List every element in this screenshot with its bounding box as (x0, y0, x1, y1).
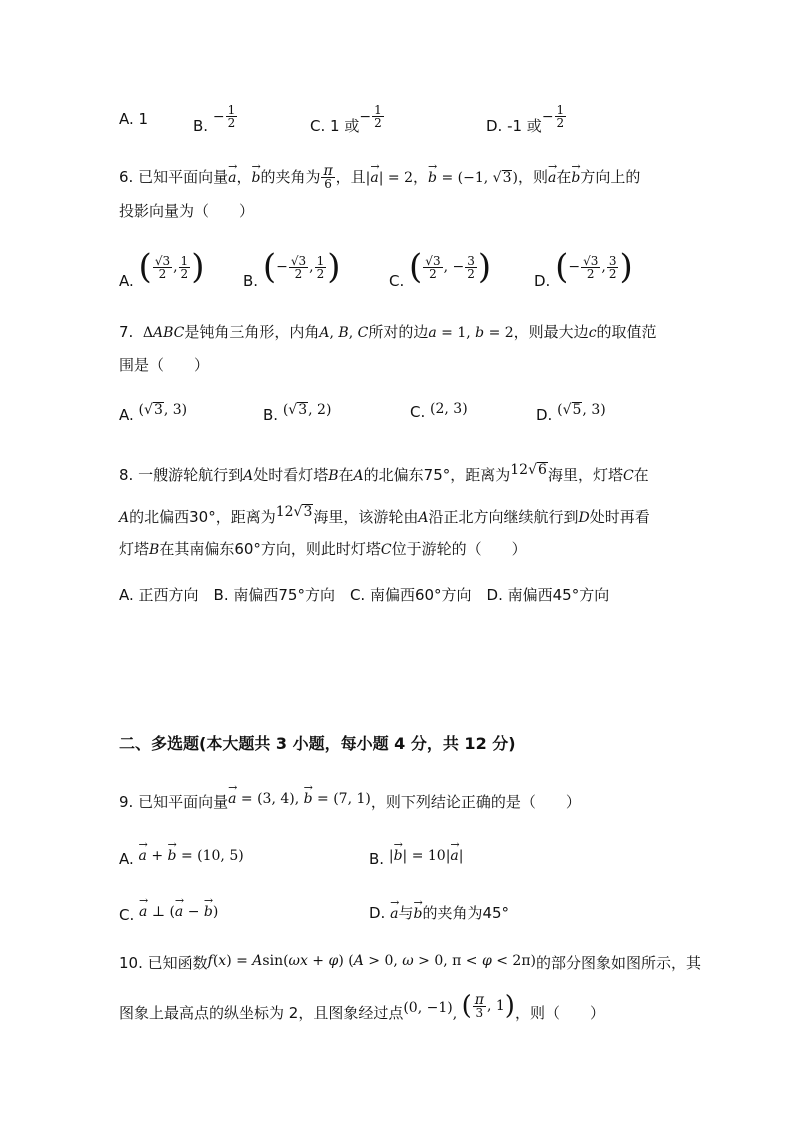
q9-d-text2: 的夹角为45° (422, 904, 510, 922)
q10-suffix: 的部分图象如图所示，其 (535, 954, 701, 972)
q9-option-c: C. → a ⊥ (→ a − → b) (119, 905, 218, 926)
q8-line1: 8. 一艘游轮航行到A处时看灯塔B在A的北偏东75°，距离为12√6海里，灯塔C在 (119, 462, 649, 484)
q8-l1-a: 8. 一艘游轮航行到 (119, 466, 244, 484)
q6-line2-text: 投影向量为（ ） (119, 202, 255, 220)
q6-option-c-label: C. (389, 272, 405, 290)
q5-option-a (119, 109, 148, 129)
q9-option-d-label: D. (369, 904, 386, 922)
q7-line2-text: 围是（ ） (119, 356, 210, 374)
q10-line2: 图象上最高点的纵坐标为 2，且图象经过点(0, −1), ( $\frac{\pi}{3}$ , 1 ) ，则（ ） (119, 991, 605, 1022)
q8-line3: 灯塔B在其南偏东60°方向，则此时灯塔C位于游轮的（ ） (119, 540, 527, 558)
q7-line2 (119, 355, 209, 375)
q5-option-b: B. − $\frac{1}{2}$ (193, 103, 236, 135)
q9-suffix: ，则下列结论正确的是（ ） (370, 793, 581, 811)
q8-l1-b: 处时看灯塔 (253, 466, 329, 484)
q8-l2-d: 处时再看 (589, 508, 650, 526)
vector-b: → b (251, 168, 260, 188)
q8-l2-a: 的北偏西30°，距离为 (129, 508, 276, 526)
q9-line1: 9. 已知平面向量→ a = (3, 4), → b = (7, 1)，则下列结论正确的是（ ） (119, 792, 581, 813)
q9-option-c-label: C. (119, 906, 135, 924)
q7-option-b: B. (√3, 2) (263, 402, 332, 424)
q7-option-b-label: B. (263, 406, 279, 424)
q6-option-b: B. ( − $\frac{√3}{2}$ , $\frac{1}{2}$ ) (243, 247, 341, 290)
q7-t1: 是钝角三角形，内角 (184, 323, 320, 341)
q10-prefix: 10. 已知函数 (119, 954, 208, 972)
q6-t3: ，且 (335, 168, 366, 186)
q5-option-c-label: C. 1 或 (310, 117, 360, 135)
q6-t4: ， (413, 168, 429, 186)
q8-line2: A的北偏西30°，距离为12√3海里，该游轮由A沿正北方向继续航行到D处时再看 (119, 504, 650, 526)
q8-options (119, 585, 609, 605)
q6-line2 (119, 201, 254, 221)
section-2-title-text: 二、多选题(本大题共 3 小题，每小题 4 分，共 12 分) (119, 734, 516, 753)
q6-t7: 方向上的 (580, 168, 641, 186)
q9-option-b-label: B. (369, 850, 385, 868)
q8-l3-c: 位于游轮的（ ） (391, 540, 527, 558)
q6-option-c: C. ( $\frac{√3}{2}$ , − $\frac{3}{2}$ ) (389, 247, 492, 290)
q6-option-a: A. ( $\frac{√3}{2}$ , $\frac{1}{2}$ ) (119, 247, 205, 290)
q7-option-c: C. (2, 3) (410, 401, 468, 421)
q7-prefix: 7. (119, 323, 134, 341)
q7-t4: 的取值范 (596, 323, 657, 341)
q7-line1: 7. ΔABC是钝角三角形，内角A, B, C所对的边a = 1, b = 2，则最大边c的取值范 (119, 323, 657, 341)
q6-t5: ，则 (517, 168, 548, 186)
q10-line1: 10. 已知函数f(x) = Asin(ωx + φ) (A > 0, ω > 0, π < φ < 2π)的部分图象如图所示，其 (119, 953, 701, 972)
q9-option-a-label: A. (119, 850, 134, 868)
q8-l1-c: 在 (338, 466, 354, 484)
q9-option-b: B. |→ b| = 10|→ a| (369, 849, 464, 870)
q6-prefix: 6. 已知平面向量 (119, 168, 229, 186)
q10-line2-a: 图象上最高点的纵坐标为 2，且图象经过点 (119, 1004, 404, 1022)
q5-option-c: C. 1 或− $\frac{1}{2}$ (310, 103, 382, 135)
q8-l1-f: 在 (633, 466, 649, 484)
q6-t6: 在 (556, 168, 572, 186)
q6-option-d-label: D. (534, 272, 551, 290)
q8-options-text: A. 正西方向 B. 南偏西75°方向 C. 南偏西60°方向 D. 南偏西45°方向 (119, 586, 610, 604)
q7-option-c-label: C. (410, 403, 426, 421)
q8-l2-c: 沿正北方向继续航行到 (428, 508, 579, 526)
vector-a: → a (228, 168, 236, 188)
q8-l3-b: 在其南偏东60°方向，则此时灯塔 (159, 540, 381, 558)
q8-l1-e: 海里，灯塔 (547, 466, 623, 484)
pi-over-6: $\frac{\pi}{6}$ (323, 163, 333, 191)
q9-d-text1: 与 (398, 904, 414, 922)
q9-prefix: 9. 已知平面向量 (119, 793, 229, 811)
q5-option-d: D. -1 或− $\frac{1}{2}$ (486, 103, 565, 135)
q7-option-d: D. (√5, 3) (536, 402, 606, 424)
q5-option-b-label: B. (193, 117, 213, 135)
q9-option-a: A. → a + → b = (10, 5) (119, 849, 244, 870)
q7-t2: 所对的边 (368, 323, 429, 341)
q7-t3: ，则最大边 (513, 323, 589, 341)
q5-option-a-text: A. 1 (119, 110, 149, 128)
q6-option-b-label: B. (243, 272, 259, 290)
q7-option-a: A. (√3, 3) (119, 402, 188, 424)
q5-option-d-label: D. -1 或 (486, 117, 542, 135)
q8-l2-b: 海里，该游轮由 (313, 508, 419, 526)
q7-option-d-label: D. (536, 406, 553, 424)
q8-l1-d: 的北偏东75°，距离为 (363, 466, 511, 484)
q10-line2-b: ，则（ ） (514, 1004, 605, 1022)
q6-option-d: D. ( − $\frac{√3}{2}$ , $\frac{3}{2}$ ) (534, 247, 633, 290)
q6-line1: 6. 已知平面向量→ a，→ b的夹角为 $\frac{\pi}{6}$ ，且|→ a| = 2，→ b = (−1, √3)，则→ a在→ b方向上的 (119, 165, 640, 190)
section-2-title (119, 734, 516, 754)
q9-option-d: D. → a与→ b的夹角为45° (369, 903, 509, 924)
q6-option-a-label: A. (119, 272, 134, 290)
q6-t1: ， (236, 168, 252, 186)
q6-t2: 的夹角为 (260, 168, 321, 186)
q7-option-a-label: A. (119, 406, 134, 424)
q8-l3-a: 灯塔 (119, 540, 150, 558)
